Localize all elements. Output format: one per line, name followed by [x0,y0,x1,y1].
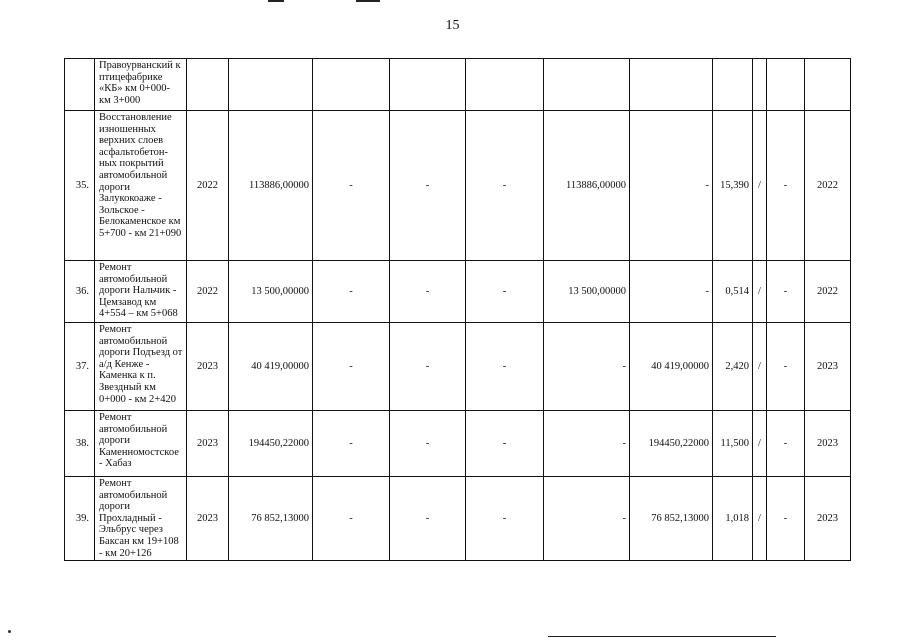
amount-col-b-cell [390,59,466,111]
end-year-cell: 2023 [805,323,851,411]
table-row [65,59,851,111]
row-index-cell: 38. [65,411,95,477]
amount-col-a-cell: - [313,261,390,323]
length-km-cell: 0,514 [713,261,753,323]
row-index-cell: 37. [65,323,95,411]
amount-col-c-cell: - [466,411,544,477]
total-amount-cell: 194450,22000 [229,411,313,477]
start-year-cell: 2022 [187,261,229,323]
dash-mark-cell [767,59,805,111]
amount-col-e-cell: - [630,261,713,323]
amount-col-c-cell: - [466,477,544,561]
amount-col-e-cell: - [630,111,713,261]
start-year-cell: 2023 [187,323,229,411]
end-year-cell: 2022 [805,261,851,323]
footer-line [548,636,776,637]
amount-col-e-cell [630,59,713,111]
length-km-cell [713,59,753,111]
dash-mark-cell: - [767,111,805,261]
amount-col-e-cell: 194450,22000 [630,411,713,477]
dash-mark-cell: - [767,261,805,323]
amount-col-c-cell [466,59,544,111]
amount-col-c-cell: - [466,261,544,323]
road-name-cell: Ремонт автомобильной дороги Подъезд от а/д Кенже - Каменка к п. Звездный км 0+000 - км 2+420 [95,323,187,411]
road-works-table [64,58,851,561]
table-row [65,411,851,477]
amount-col-d-cell: 13 500,00000 [544,261,630,323]
scan-mark-left [268,0,284,2]
amount-col-b-cell: - [390,261,466,323]
amount-col-d-cell: 113886,00000 [544,111,630,261]
start-year-cell: 2022 [187,111,229,261]
amount-col-d-cell: - [544,411,630,477]
length-km-cell: 15,390 [713,111,753,261]
scan-mark-right [356,0,380,2]
amount-col-b-cell: - [390,323,466,411]
scan-dot [8,630,11,633]
slash-mark-cell: / [753,477,767,561]
slash-mark-cell: / [753,111,767,261]
slash-mark-cell: / [753,261,767,323]
dash-mark-cell: - [767,411,805,477]
start-year-cell: 2023 [187,411,229,477]
slash-mark-cell: / [753,323,767,411]
total-amount-cell: 76 852,13000 [229,477,313,561]
amount-col-e-cell: 40 419,00000 [630,323,713,411]
total-amount-cell [229,59,313,111]
amount-col-a-cell: - [313,111,390,261]
amount-col-b-cell: - [390,411,466,477]
amount-col-b-cell: - [390,477,466,561]
amount-col-b-cell: - [390,111,466,261]
row-index-cell [65,59,95,111]
dash-mark-cell: - [767,323,805,411]
road-name-cell: Ремонт автомобильной дороги Каменномостское - Хабаз [95,411,187,477]
amount-col-a-cell: - [313,477,390,561]
table-row [65,323,851,411]
start-year-cell [187,59,229,111]
start-year-cell: 2023 [187,477,229,561]
table-row [65,111,851,261]
end-year-cell: 2023 [805,411,851,477]
end-year-cell [805,59,851,111]
row-index-cell: 36. [65,261,95,323]
road-name-cell: Правоурванский к птицефабрике «КБ» км 0+000- км 3+000 [95,59,187,111]
table-row [65,261,851,323]
amount-col-c-cell: - [466,111,544,261]
length-km-cell: 11,500 [713,411,753,477]
end-year-cell: 2023 [805,477,851,561]
amount-col-d-cell [544,59,630,111]
amount-col-c-cell: - [466,323,544,411]
length-km-cell: 1,018 [713,477,753,561]
road-name-cell: Восстановление изношенных верхних слоев асфальтобетон-ных покрытий автомобильной дороги Залукокоаже - Зольское - Белокаменское км 5+700 - км 21+090 [95,111,187,261]
page-number: 15 [445,18,460,33]
road-name-cell: Ремонт автомобильной дороги Прохладный - Эльбрус через Баксан км 19+108 - км 20+126 [95,477,187,561]
amount-col-d-cell: - [544,323,630,411]
row-index-cell: 39. [65,477,95,561]
amount-col-d-cell: - [544,477,630,561]
table-row [65,477,851,561]
total-amount-cell: 13 500,00000 [229,261,313,323]
amount-col-a-cell [313,59,390,111]
end-year-cell: 2022 [805,111,851,261]
slash-mark-cell: / [753,411,767,477]
dash-mark-cell: - [767,477,805,561]
slash-mark-cell [753,59,767,111]
total-amount-cell: 113886,00000 [229,111,313,261]
amount-col-e-cell: 76 852,13000 [630,477,713,561]
amount-col-a-cell: - [313,411,390,477]
length-km-cell: 2,420 [713,323,753,411]
total-amount-cell: 40 419,00000 [229,323,313,411]
road-name-cell: Ремонт автомобильной дороги Нальчик - Цемзавод км 4+554 – км 5+068 [95,261,187,323]
amount-col-a-cell: - [313,323,390,411]
row-index-cell: 35. [65,111,95,261]
